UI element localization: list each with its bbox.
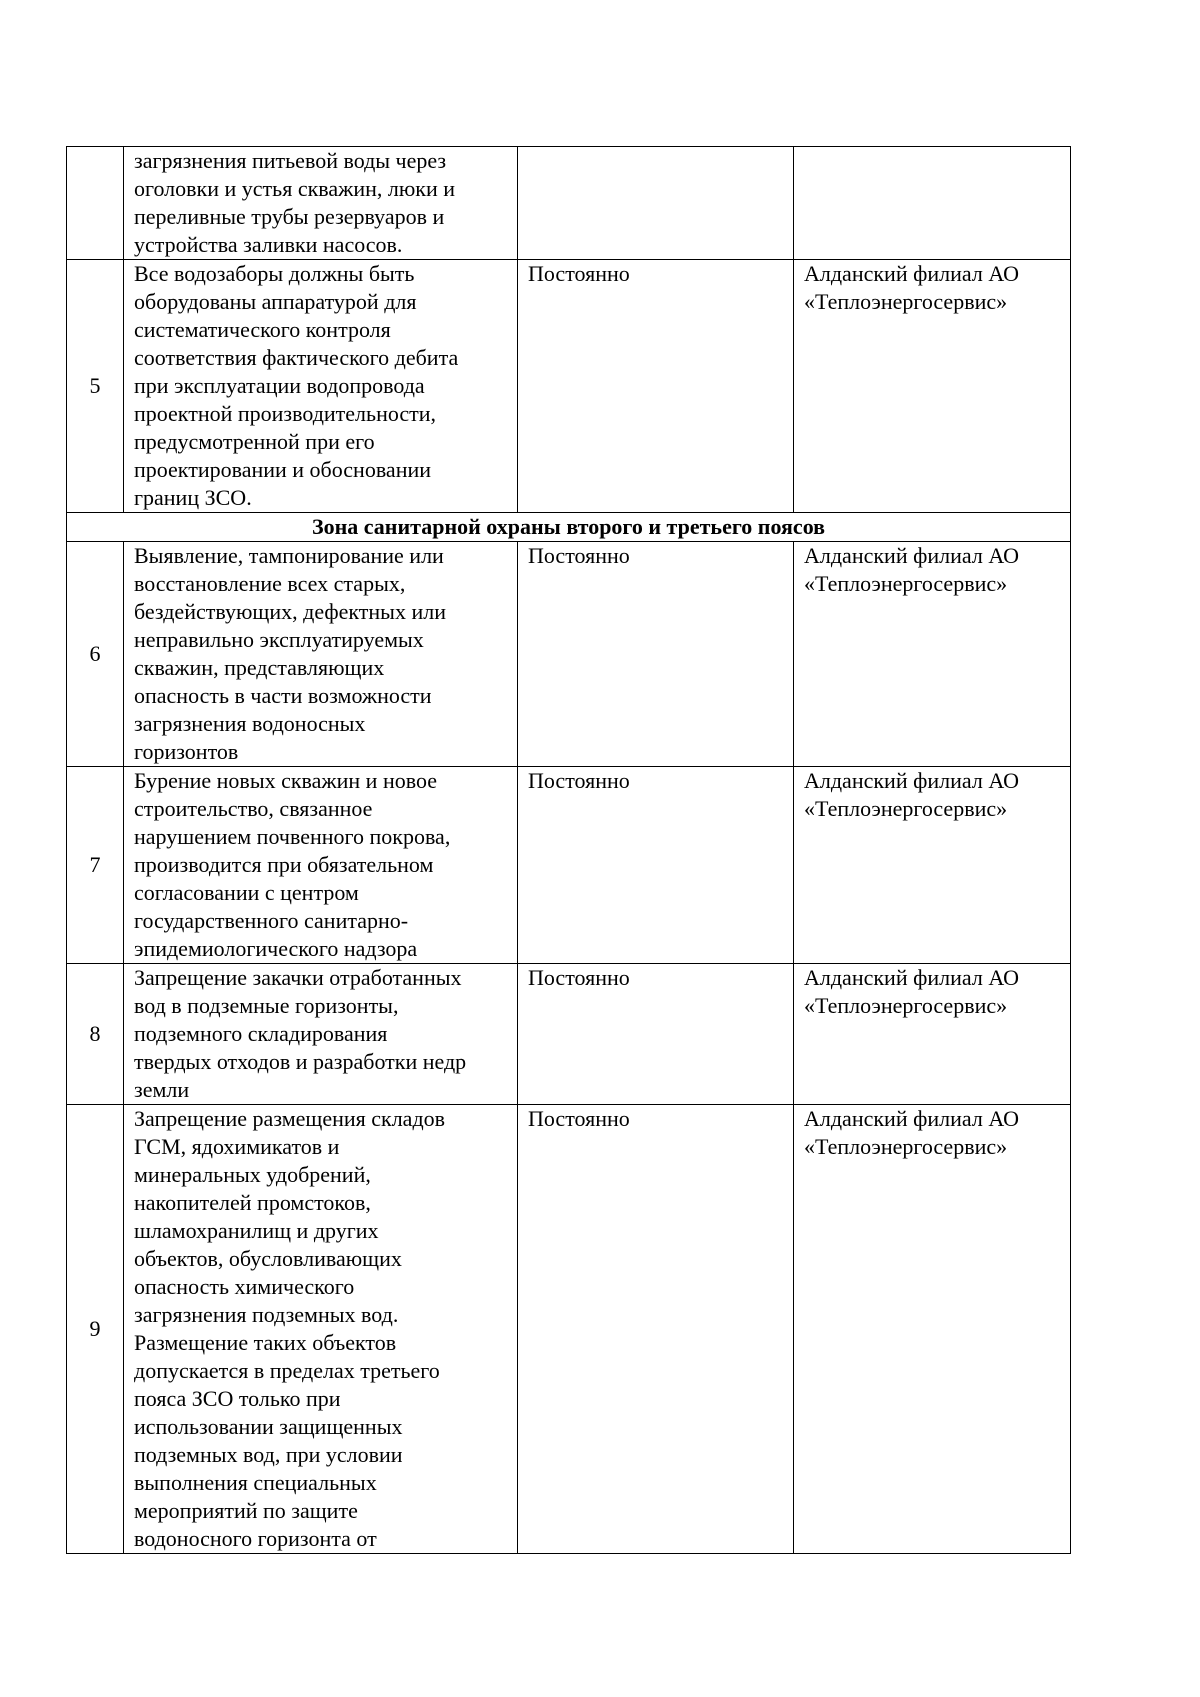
measure-term: Постоянно xyxy=(518,260,794,513)
measure-description: Бурение новых скважин и новое строительство, связанное нарушением почвенного покрова, производится при обязательном согласовании с центром государственного санитарно- эпидемиологического надзора xyxy=(124,767,518,964)
measure-term: Постоянно xyxy=(518,767,794,964)
table-row xyxy=(67,964,1071,1105)
measure-responsible: Алданский филиал АО «Теплоэнергосервис» xyxy=(794,260,1071,513)
table-row xyxy=(67,147,1071,260)
measure-description: Запрещение размещения складов ГСМ, ядохимикатов и минеральных удобрений, накопителей промстоков, шламохранилищ и других объектов, обусловливающих опасность химического загрязнения подземных вод. Размещение таких объектов допускается в пределах третьего пояса ЗСО только при использовании защищенных подземных вод, при условии выполнения специальных мероприятий по защите водоносного горизонта от xyxy=(124,1105,518,1554)
table-row xyxy=(67,1105,1071,1554)
measure-description: загрязнения питьевой воды через оголовки и устья скважин, люки и переливные трубы резервуаров и устройства заливки насосов. xyxy=(124,147,518,260)
row-number: 8 xyxy=(67,964,124,1105)
table-row xyxy=(67,542,1071,767)
row-number: 7 xyxy=(67,767,124,964)
section-title: Зона санитарной охраны второго и третьего поясов xyxy=(67,513,1071,542)
row-number: 9 xyxy=(67,1105,124,1554)
measure-responsible: Алданский филиал АО «Теплоэнергосервис» xyxy=(794,767,1071,964)
measure-term: Постоянно xyxy=(518,542,794,767)
table-row xyxy=(67,260,1071,513)
measure-term: Постоянно xyxy=(518,1105,794,1554)
row-number xyxy=(67,147,124,260)
row-number: 5 xyxy=(67,260,124,513)
measure-responsible: Алданский филиал АО «Теплоэнергосервис» xyxy=(794,1105,1071,1554)
measure-term xyxy=(518,147,794,260)
measure-responsible xyxy=(794,147,1071,260)
measure-responsible: Алданский филиал АО «Теплоэнергосервис» xyxy=(794,542,1071,767)
measures-table xyxy=(66,146,1071,1554)
measure-responsible: Алданский филиал АО «Теплоэнергосервис» xyxy=(794,964,1071,1105)
measure-description: Выявление, тампонирование или восстановление всех старых, бездействующих, дефектных или неправильно эксплуатируемых скважин, представляющих опасность в части возможности загрязнения водоносных горизонтов xyxy=(124,542,518,767)
measure-description: Запрещение закачки отработанных вод в подземные горизонты, подземного складирования твердых отходов и разработки недр земли xyxy=(124,964,518,1105)
row-number: 6 xyxy=(67,542,124,767)
table-row xyxy=(67,767,1071,964)
section-row xyxy=(67,513,1071,542)
measure-term: Постоянно xyxy=(518,964,794,1105)
measure-description: Все водозаборы должны быть оборудованы аппаратурой для систематического контроля соответствия фактического дебита при эксплуатации водопровода проектной производительности, предусмотренной при его проектировании и обосновании границ ЗСО. xyxy=(124,260,518,513)
